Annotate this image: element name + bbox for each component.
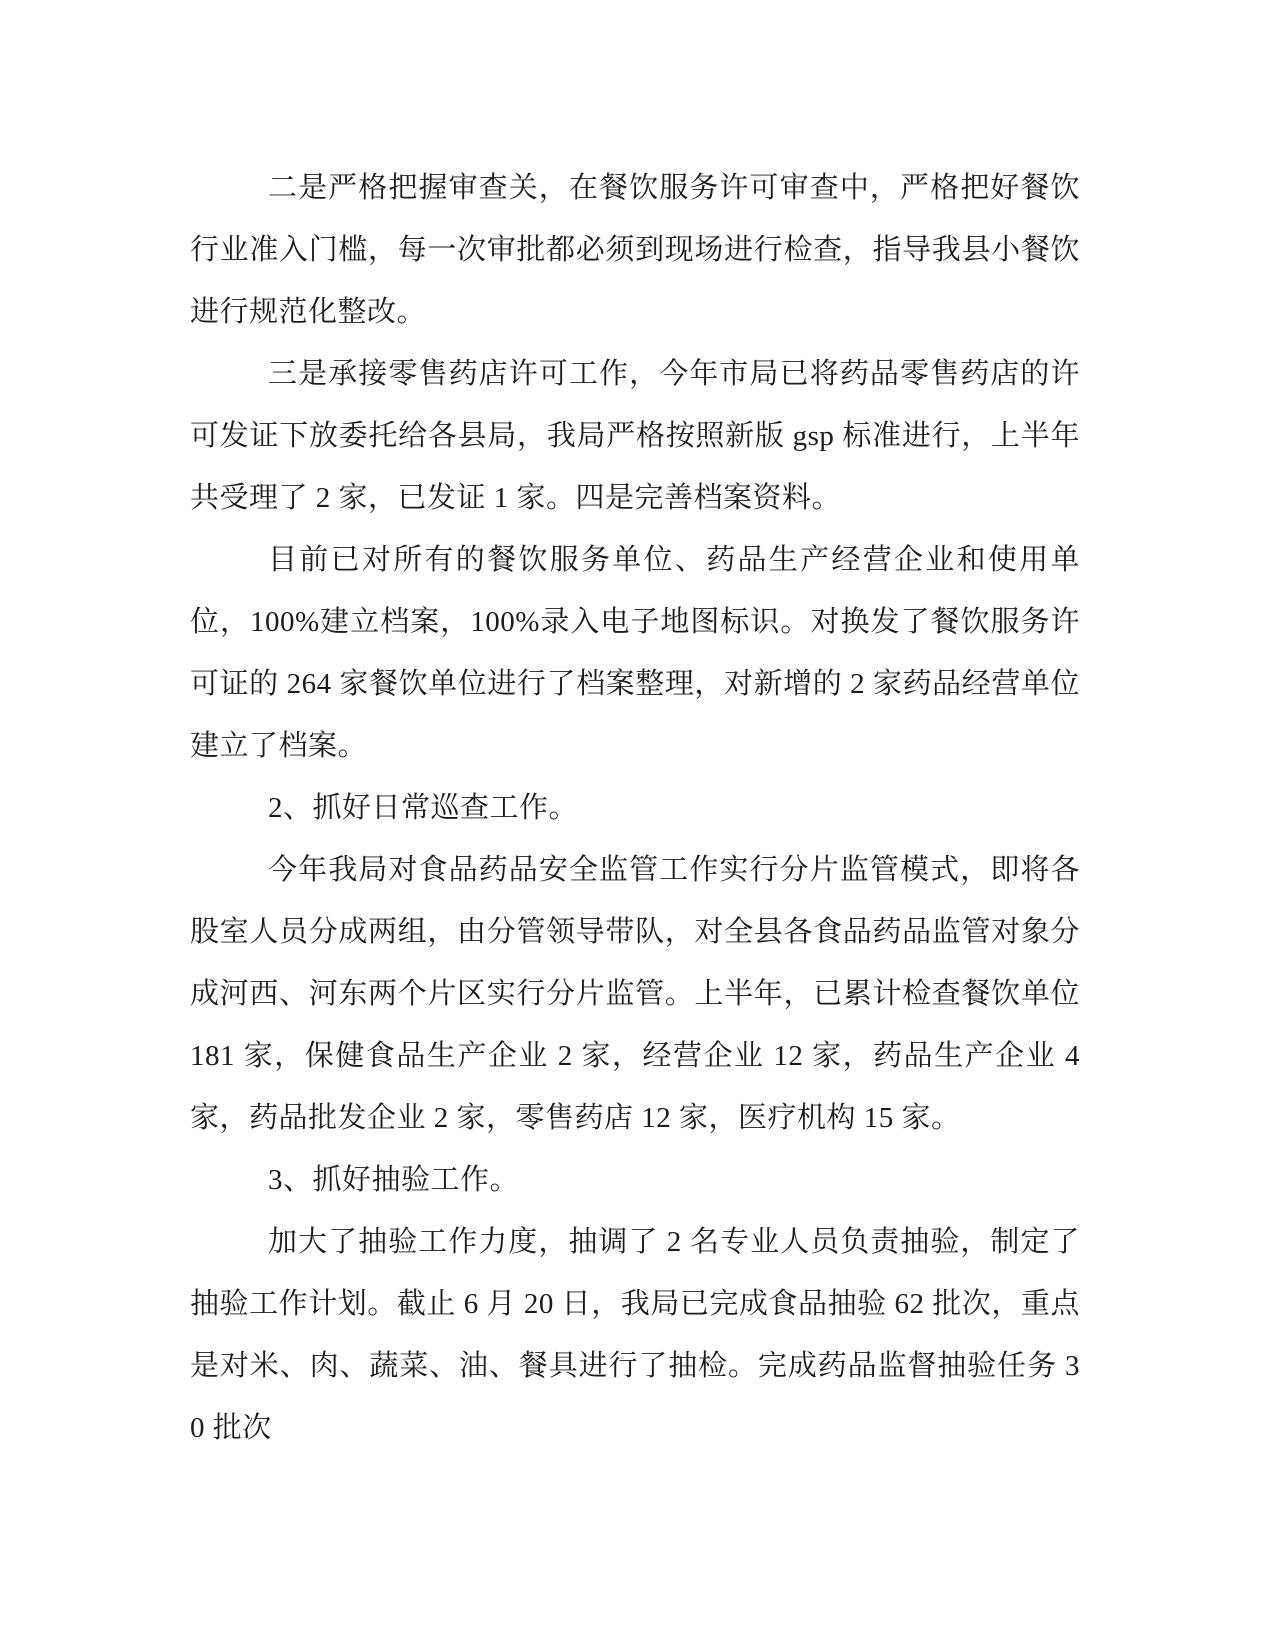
document-text-block xyxy=(190,157,1080,1459)
paragraph-shencha-guan: 二是严格把握审查关，在餐饮服务许可审查中，严格把好餐饮行业准入门槛，每一次审批都必须到现场进行检查，指导我县小餐饮进行规范化整改。 xyxy=(190,172,1080,328)
paragraph-heading-richang-xunsha: 2、抓好日常巡查工作。 xyxy=(268,792,579,824)
paragraph-fenpian-jianguan: 今年我局对食品药品安全监管工作实行分片监管模式，即将各股室人员分成两组，由分管领导带队，对全县各食品药品监管对象分成河西、河东两个片区实行分片监管。上半年，已累计检查餐饮单位 181 家，保健食品生产企业 2 家，经营企业 12 家，药品生产企业 4 家，药品批发企业 2 家，零售药店 12 家，医疗机构 15 家。 xyxy=(190,854,1080,1134)
paragraph-chouyan-gongzuo: 加大了抽验工作力度，抽调了 2 名专业人员负责抽验，制定了抽验工作计划。截止 6 月 20 日，我局已完成食品抽验 62 批次，重点是对米、肉、蔬菜、油、餐具进行了抽检。完成药品监督抽验任务 30 批次 xyxy=(190,1226,1080,1444)
paragraph-lingshou-yaodian-xuke: 三是承接零售药店许可工作，今年市局已将药品零售药店的许可发证下放委托给各县局，我局严格按照新版 gsp 标准进行，上半年共受理了 2 家，已发证 1 家。四是完善档案资料。 xyxy=(190,358,1080,514)
paragraph-dangan-ziliao: 目前已对所有的餐饮服务单位、药品生产经营企业和使用单位，100%建立档案，100%录入电子地图标识。对换发了餐饮服务许可证的 264 家餐饮单位进行了档案整理，对新增的 2 家药品经营单位建立了档案。 xyxy=(190,544,1080,762)
paragraph-heading-chouyan: 3、抓好抽验工作。 xyxy=(268,1164,520,1196)
